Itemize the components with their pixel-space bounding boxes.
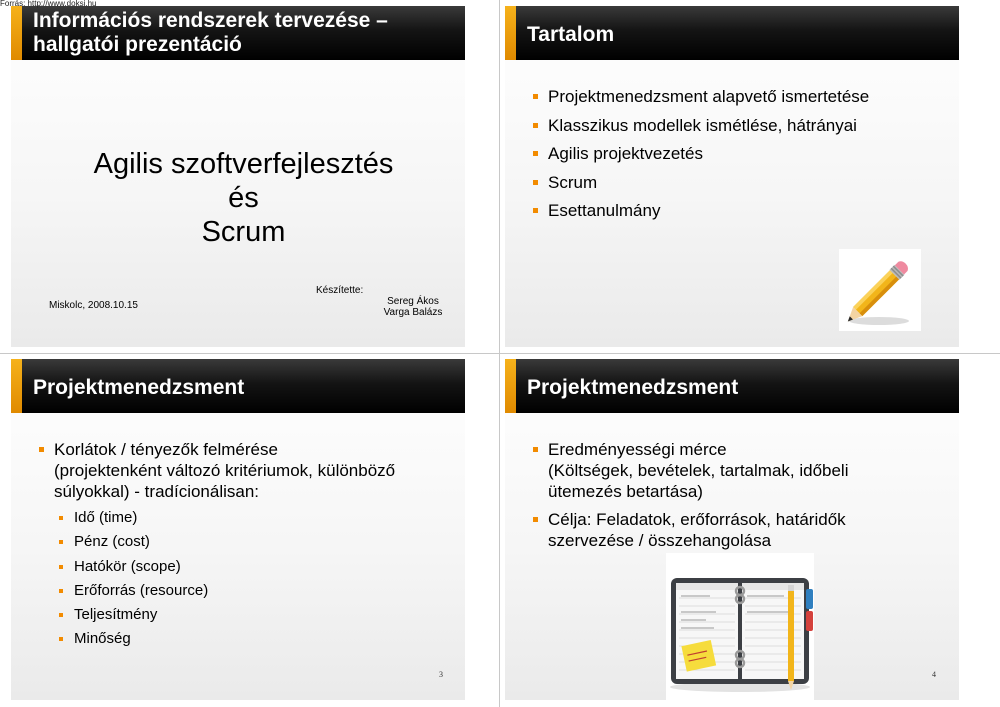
list-item-line: súlyokkal) - tradícionálisan: xyxy=(54,482,260,501)
title-accent xyxy=(505,359,516,413)
bullet-list xyxy=(532,439,952,558)
slide-title-bar xyxy=(11,6,465,60)
list-item-line: (Költségek, bevételek, tartalmak, időbeli xyxy=(548,461,849,480)
title-accent xyxy=(505,6,516,60)
list-item-text: Agilis projektvezetés xyxy=(548,144,703,164)
planner-icon xyxy=(666,553,814,700)
sub-list-item xyxy=(58,558,208,576)
bullet-icon xyxy=(533,94,538,99)
slide-title: Projektmenedzsment xyxy=(527,376,739,399)
author-name: Varga Balázs xyxy=(383,307,443,318)
bullet-icon xyxy=(59,565,63,569)
author-name: Sereg Ákos xyxy=(387,296,439,307)
sub-list-item xyxy=(58,606,208,624)
contents-list xyxy=(532,86,869,229)
list-item-line: Célja: Feladatok, erőforrások, határidők xyxy=(548,510,846,529)
list-item xyxy=(532,509,952,551)
list-item-text: Klasszikus modellek ismétlése, hátrányai xyxy=(548,115,857,135)
slide-4[interactable] xyxy=(505,359,959,700)
sub-list-item-text: Hatókör (scope) xyxy=(74,557,181,575)
list-item xyxy=(532,143,869,164)
list-item-text: Esettanulmány xyxy=(548,201,661,221)
title-accent xyxy=(11,6,22,60)
bullet-icon xyxy=(533,151,538,156)
bullet-icon xyxy=(533,123,538,128)
list-item-text: Scrum xyxy=(548,172,598,192)
title-accent xyxy=(11,359,22,413)
sub-bullet-list xyxy=(58,509,208,655)
slide-2[interactable] xyxy=(505,6,959,347)
bullet-icon xyxy=(59,540,63,544)
list-item-line: szervezése / összehangolása xyxy=(548,531,772,550)
list-item-text: Projektmenedzsment alapvető ismertetése xyxy=(548,87,870,106)
main-title-line: Agilis szoftverfejlesztés xyxy=(93,148,394,180)
bullet-icon xyxy=(533,447,538,452)
bullet-icon xyxy=(39,447,44,452)
list-item xyxy=(532,439,952,502)
sub-list-item-text: Erőforrás (resource) xyxy=(74,581,209,599)
list-item xyxy=(38,439,458,502)
bullet-icon xyxy=(59,613,63,617)
list-item xyxy=(532,115,869,136)
prepared-by-label: Készítette: xyxy=(316,285,364,296)
slide-title-bar xyxy=(505,359,959,413)
list-item-line: ütemezés betartása) xyxy=(548,482,703,501)
presentation-main-title xyxy=(11,147,465,249)
sub-list-item xyxy=(58,509,208,527)
sub-list-item xyxy=(58,630,208,648)
pencil-icon xyxy=(839,249,921,331)
list-item xyxy=(532,172,869,193)
bullet-list xyxy=(38,439,458,502)
sub-list-item-text: Minőség xyxy=(74,630,131,648)
source-label: Forrás: http://www.doksi.hu xyxy=(0,0,97,8)
list-item xyxy=(532,86,869,107)
date-label: Miskolc, 2008.10.15 xyxy=(49,300,138,311)
page-number: 4 xyxy=(932,670,936,679)
horizontal-divider xyxy=(0,353,1000,354)
bullet-icon xyxy=(59,589,63,593)
bullet-icon xyxy=(533,180,538,185)
sub-list-item-text: Idő (time) xyxy=(74,509,138,526)
bullet-icon xyxy=(59,637,63,641)
sub-list-item xyxy=(58,533,208,551)
main-title-line: Scrum xyxy=(201,216,286,248)
title-line: hallgatói prezentáció xyxy=(33,33,242,56)
slide-title-bar xyxy=(11,359,465,413)
bullet-icon xyxy=(59,516,63,520)
sub-list-item-text: Teljesítmény xyxy=(74,606,158,624)
slide-title: Projektmenedzsment xyxy=(33,376,245,399)
authors xyxy=(381,296,445,318)
list-item xyxy=(532,200,869,221)
slide-title-bar xyxy=(505,6,959,60)
sub-list-item xyxy=(58,582,208,600)
slide-3[interactable] xyxy=(11,359,465,700)
bullet-icon xyxy=(533,517,538,522)
main-title-line: és xyxy=(228,182,259,214)
list-item-line: Korlátok / tényezők felmérése xyxy=(54,440,278,459)
bullet-icon xyxy=(533,208,538,213)
sub-list-item-text: Pénz (cost) xyxy=(74,533,150,551)
page-number: 3 xyxy=(439,670,443,679)
list-item-line: (projektenként változó kritériumok, különböző xyxy=(54,461,396,480)
slide-1[interactable] xyxy=(11,6,465,347)
title-line: Információs rendszerek tervezése – xyxy=(33,9,388,32)
slide-title: Tartalom xyxy=(527,23,615,46)
slide-title xyxy=(33,9,388,57)
list-item-line: Eredményességi mérce xyxy=(548,440,727,459)
